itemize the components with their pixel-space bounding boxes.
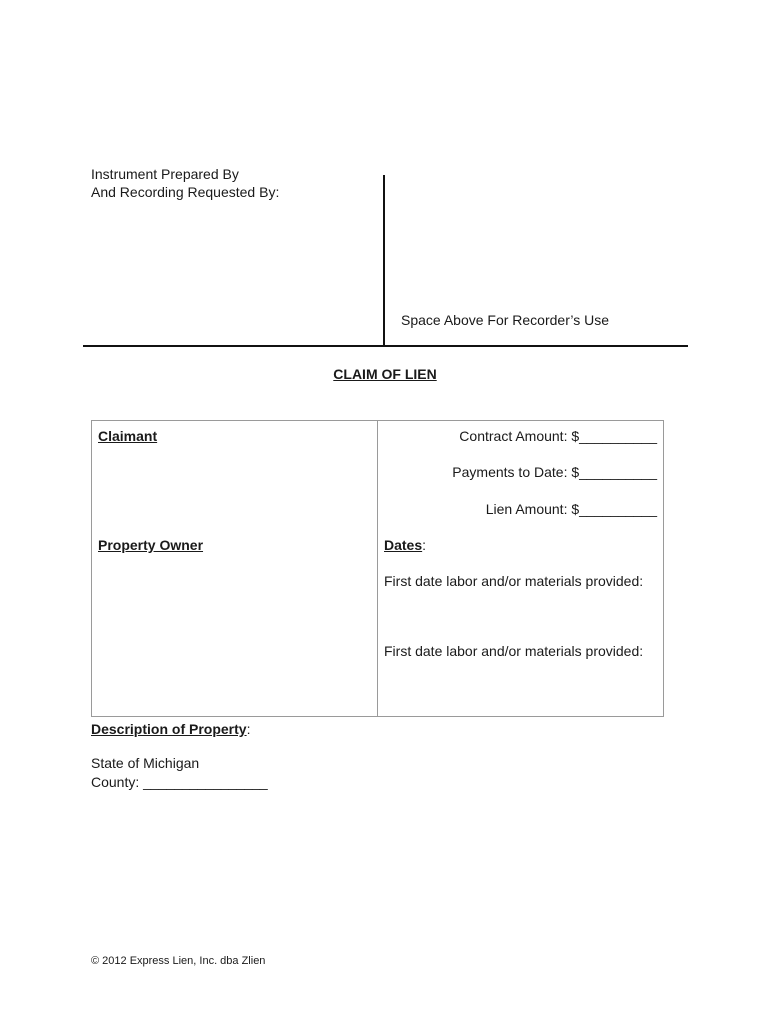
recorder-space-label: Space Above For Recorder’s Use	[401, 312, 610, 328]
document-title: CLAIM OF LIEN	[333, 366, 437, 382]
lien-amount-field: Lien Amount: $__________	[485, 501, 657, 517]
recorder-divider-vertical	[383, 175, 385, 347]
table-column-divider	[377, 420, 378, 717]
state-line: State of Michigan	[91, 755, 200, 771]
county-line: County: ________________	[91, 774, 268, 790]
description-heading	[91, 720, 250, 738]
first-date-field: First date labor and/or materials provided:	[384, 573, 644, 589]
claimant-label: Claimant	[98, 428, 158, 444]
dates-label: Dates	[384, 537, 423, 553]
contract-amount-field: Contract Amount: $__________	[459, 428, 657, 444]
payments-to-date-field: Payments to Date: $__________	[452, 464, 657, 480]
footer-copyright: © 2012 Express Lien, Inc. dba Zlien	[91, 955, 266, 967]
description-colon: :	[246, 721, 251, 737]
prepared-by-block	[91, 165, 279, 201]
recorder-divider-horizontal	[83, 345, 688, 347]
property-owner-label: Property Owner	[98, 537, 204, 553]
description-label: Description of Property	[91, 721, 247, 737]
first-date-field-second: First date labor and/or materials provided:	[384, 643, 644, 659]
dates-colon: :	[422, 537, 427, 553]
prepared-by-line2: And Recording Requested By:	[91, 184, 280, 200]
dates-heading	[384, 536, 426, 554]
prepared-by-line1: Instrument Prepared By	[91, 166, 239, 182]
